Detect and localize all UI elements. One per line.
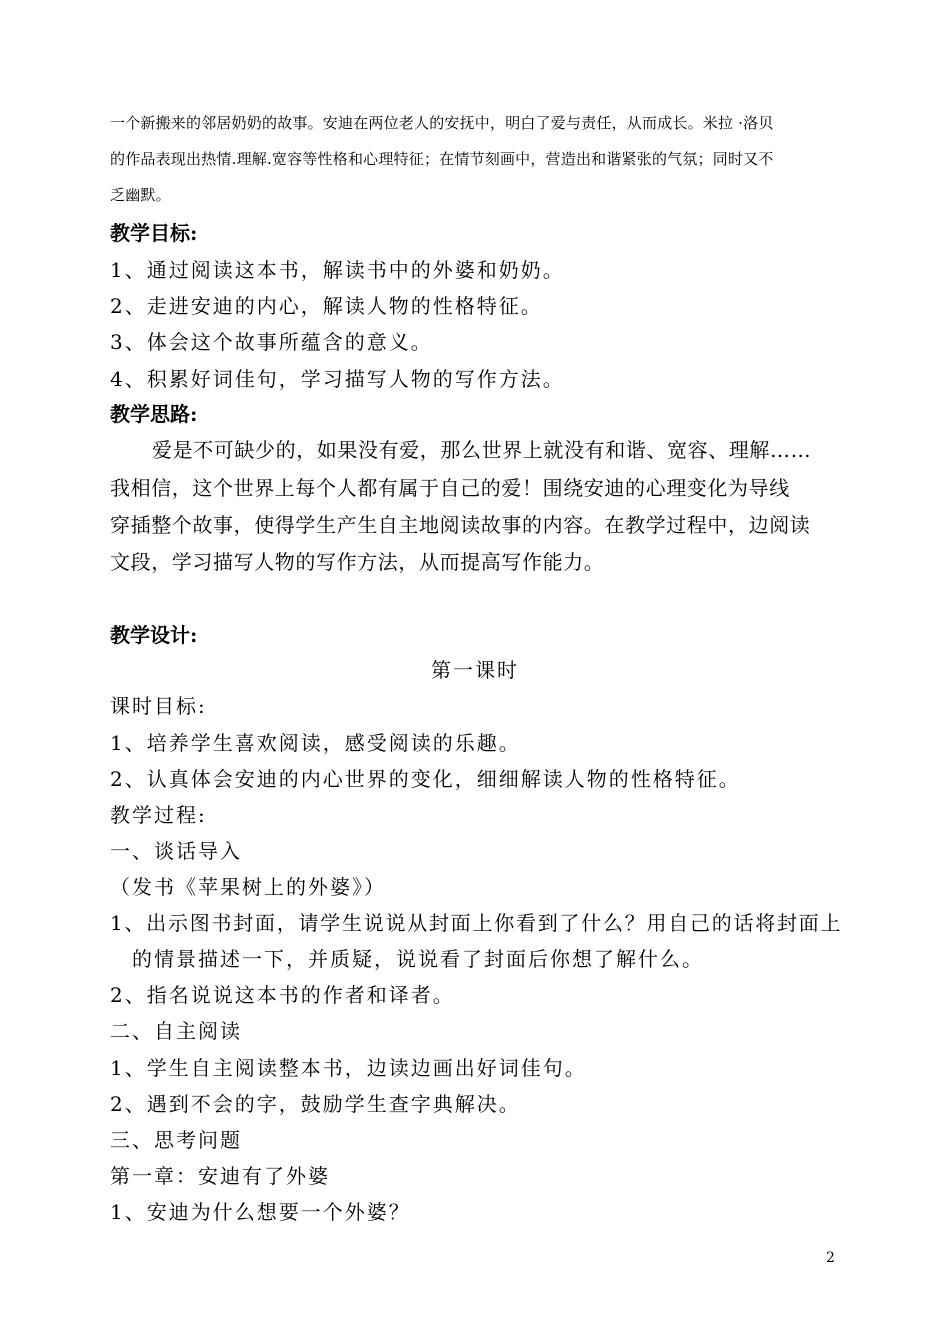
lesson-goals-label: 课时目标: [110, 694, 207, 718]
lesson-goal-item: 2、认真体会安迪的内心世界的变化，细细解读人物的性格特征。 [110, 767, 741, 791]
page-number: 2 [826, 1250, 835, 1266]
lesson-goal-item: 1、培养学生喜欢阅读，感受阅读的乐趣。 [110, 731, 521, 755]
approach-heading: 教学思路: [110, 402, 198, 426]
process-item: 一、谈话导入 [110, 839, 242, 863]
approach-line-3: 穿插整个故事，使得学生产生自主地阅读故事的内容。在教学过程中，边阅读 [110, 513, 811, 537]
design-heading: 教学设计: [110, 623, 198, 647]
intro-line-2: 的作品表现出热情.理解.宽容等性格和心理特征；在情节刻画中，营造出和谐紧张的气氛；同时又不 [110, 150, 774, 168]
process-item: 二、自主阅读 [110, 1019, 242, 1043]
intro-line-3: 乏幽默。 [110, 186, 171, 204]
process-item: 1、安迪为什么想要一个外婆？ [110, 1200, 411, 1224]
approach-line-2: 我相信，这个世界上每个人都有属于自己的爱！围绕安迪的心理变化为导线 [110, 476, 790, 500]
goals-heading: 教学目标: [110, 221, 198, 245]
lesson-title: 第一课时 [431, 658, 519, 682]
goal-item: 1、通过阅读这本书，解读书中的外婆和奶奶。 [110, 258, 565, 282]
process-label: 教学过程: [110, 803, 207, 827]
process-item: 的情景描述一下，并质疑，说说看了封面后你想了解什么。 [132, 947, 704, 971]
approach-line-1: 爱是不可缺少的，如果没有爱，那么世界上就没有和谐、宽容、理解…… [152, 438, 812, 462]
process-item: 2、指名说说这本书的作者和译者。 [110, 983, 455, 1007]
approach-line-4: 文段，学习描写人物的写作方法，从而提高写作能力。 [110, 550, 605, 574]
goal-item: 2、走进安迪的内心，解读人物的性格特征。 [110, 294, 543, 318]
process-item: 第一章：安迪有了外婆 [110, 1164, 330, 1188]
process-item: （发书《苹果树上的外婆》） [110, 875, 386, 899]
intro-line-1: 一个新搬来的邻居奶奶的故事。安迪在两位老人的安抚中，明白了爱与责任，从而成长。米拉 ·洛贝 [110, 114, 774, 132]
process-item: 三、思考问题 [110, 1128, 242, 1152]
process-item: 2、遇到不会的字，鼓励学生查字典解决。 [110, 1092, 521, 1116]
goal-item: 3、体会这个故事所蕴含的意义。 [110, 330, 433, 354]
process-item: 1、学生自主阅读整本书，边读边画出好词佳句。 [110, 1056, 587, 1080]
goal-item: 4、积累好词佳句，学习描写人物的写作方法。 [110, 367, 565, 391]
process-item: 1、出示图书封面，请学生说说从封面上你看到了什么？用自己的话将封面上 [110, 911, 843, 935]
